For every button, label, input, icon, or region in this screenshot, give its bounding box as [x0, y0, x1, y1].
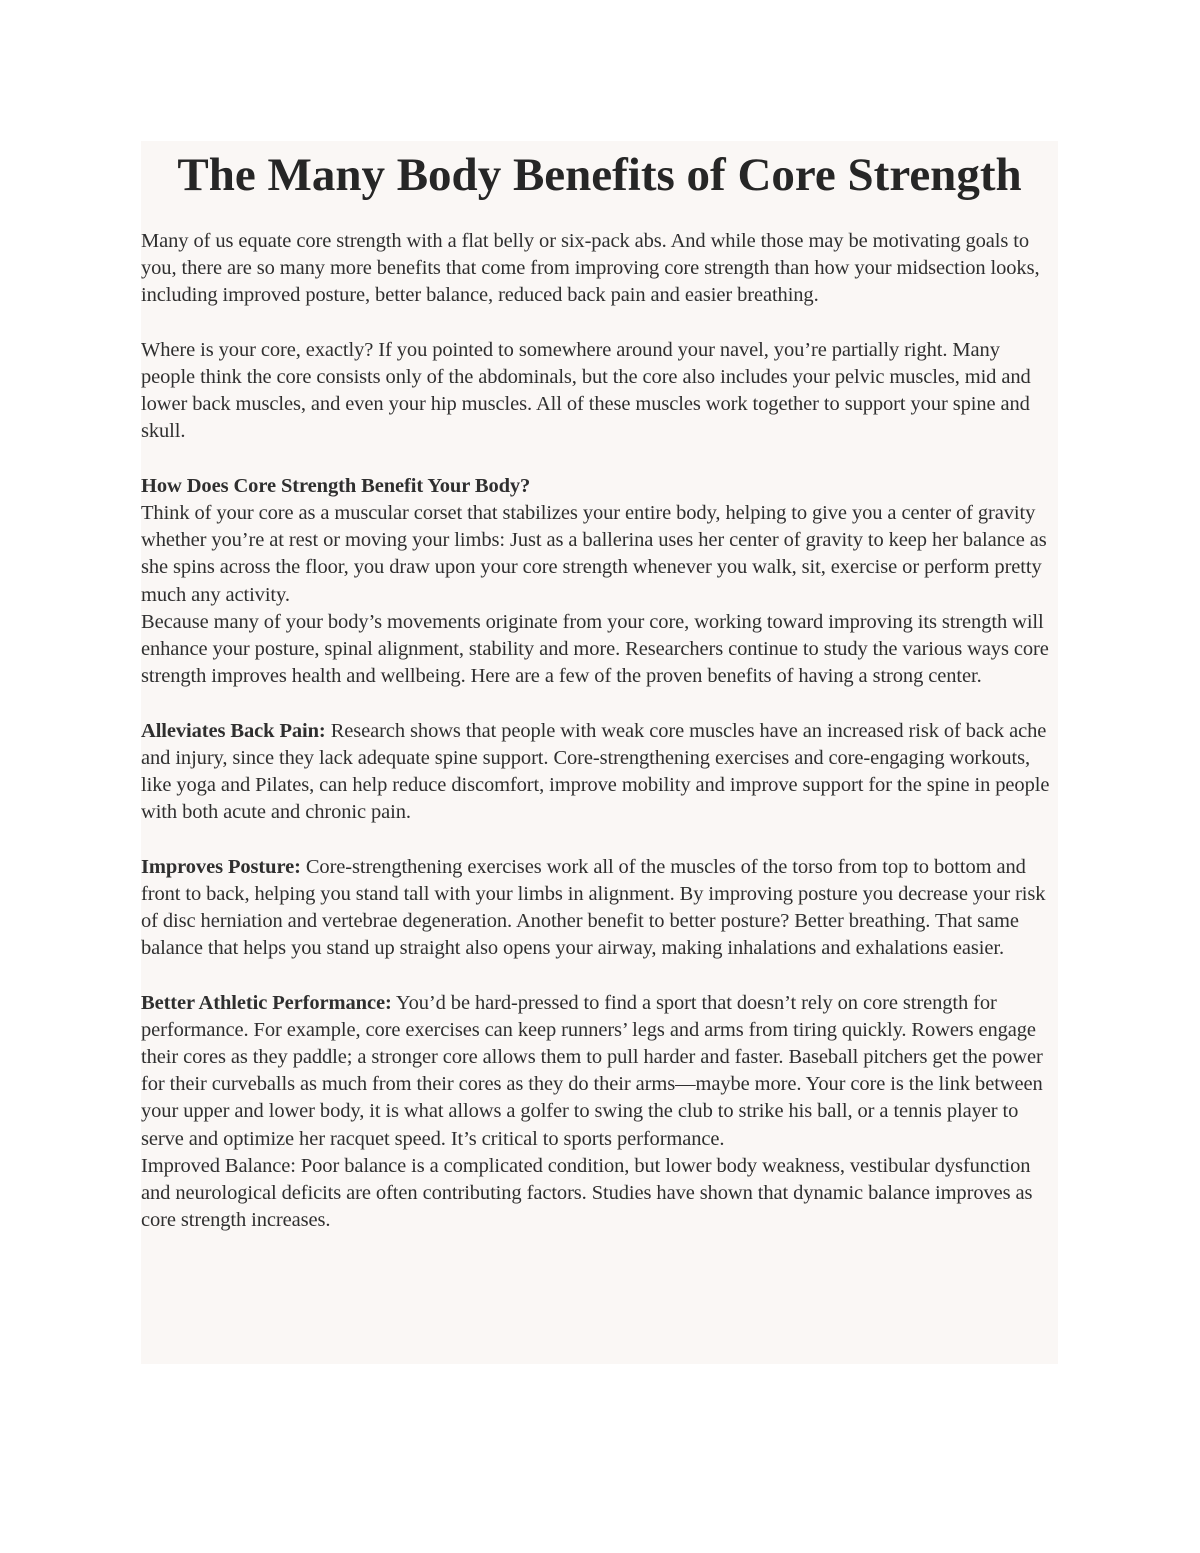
athletic-label: Better Athletic Performance: — [141, 991, 392, 1014]
back-pain-paragraph — [141, 718, 1058, 827]
back-pain-text: Research shows that people with weak core muscles have an increased risk of back ache and injury, since they lack adequate spine support. Core-strengthening exercises and core-engaging workouts, like yoga and Pilates, can help reduce discomfort, improve mobility and improve support for the spine in people with both acute and chronic pain. — [141, 719, 1050, 824]
section-heading: How Does Core Strength Benefit Your Body? — [141, 474, 531, 497]
intro-paragraph-2: Where is your core, exactly? If you pointed to somewhere around your navel, you’re partially right. Many people think the core consists only of the abdominals, but the core also includes your pelvic muscles, mid and lower back muscles, and even your hip muscles. All of these muscles work together to support your spine and skull. — [141, 338, 1031, 443]
section-paragraph-2: Because many of your body’s movements originate from your core, working toward improving its strength will enhance your posture, spinal alignment, stability and more. Researchers continue to study the various ways core strength improves health and wellbeing. Here are a few of the proven benefits of having a strong center. — [141, 610, 1049, 688]
back-pain-label: Alleviates Back Pain: — [141, 719, 326, 742]
posture-paragraph — [141, 854, 1058, 963]
posture-text: Core-strengthening exercises work all of the muscles of the torso from top to bottom and front to back, helping you stand tall with your limbs in alignment. By improving posture you decrease your risk of disc herniation and vertebrae degeneration. Another benefit to better posture? Better breathing. That same balance that helps you stand up straight also opens your airway, making inhalations and exhalations easier. — [141, 855, 1046, 960]
document-title: The Many Body Benefits of Core Strength — [177, 149, 1022, 201]
intro-paragraph-1: Many of us equate core strength with a flat belly or six-pack abs. And while those may be motivating goals to you, there are so many more benefits that come from improving core strength than how your midsection looks, including improved posture, better balance, reduced back pain and easier breathing. — [141, 230, 1040, 307]
content-block — [141, 141, 1058, 1364]
athletic-text: You’d be hard-pressed to find a sport that doesn’t rely on core strength for performance. For example, core exercises can keep runners’ legs and arms from tiring quickly. Rowers engage their cores as they paddle; a stronger core allows them to pull harder and faster. Baseball pitchers get the power for their curveballs as much from their cores as they do their arms—maybe more. Your core is the link between your upper and lower body, it is what allows a golfer to swing the club to strike his ball, or a tennis player to serve and optimize her racquet speed. It’s critical to sports performance. — [141, 991, 1043, 1150]
posture-label: Improves Posture: — [141, 855, 301, 878]
balance-paragraph: Improved Balance: Poor balance is a complicated condition, but lower body weakness, vestibular dysfunction and neurological deficits are often contributing factors. Studies have shown that dynamic balance improves as core strength increases. — [141, 1154, 1033, 1232]
section-paragraph-1: Think of your core as a muscular corset that stabilizes your entire body, helping to give you a center of gravity whether you’re at rest or moving your limbs: Just as a ballerina uses her center of gravity to keep her balance as she spins across the floor, you draw upon your core strength whenever you walk, sit, exercise or perform pretty much any activity. — [141, 502, 1047, 606]
athletic-paragraph — [141, 990, 1058, 1153]
